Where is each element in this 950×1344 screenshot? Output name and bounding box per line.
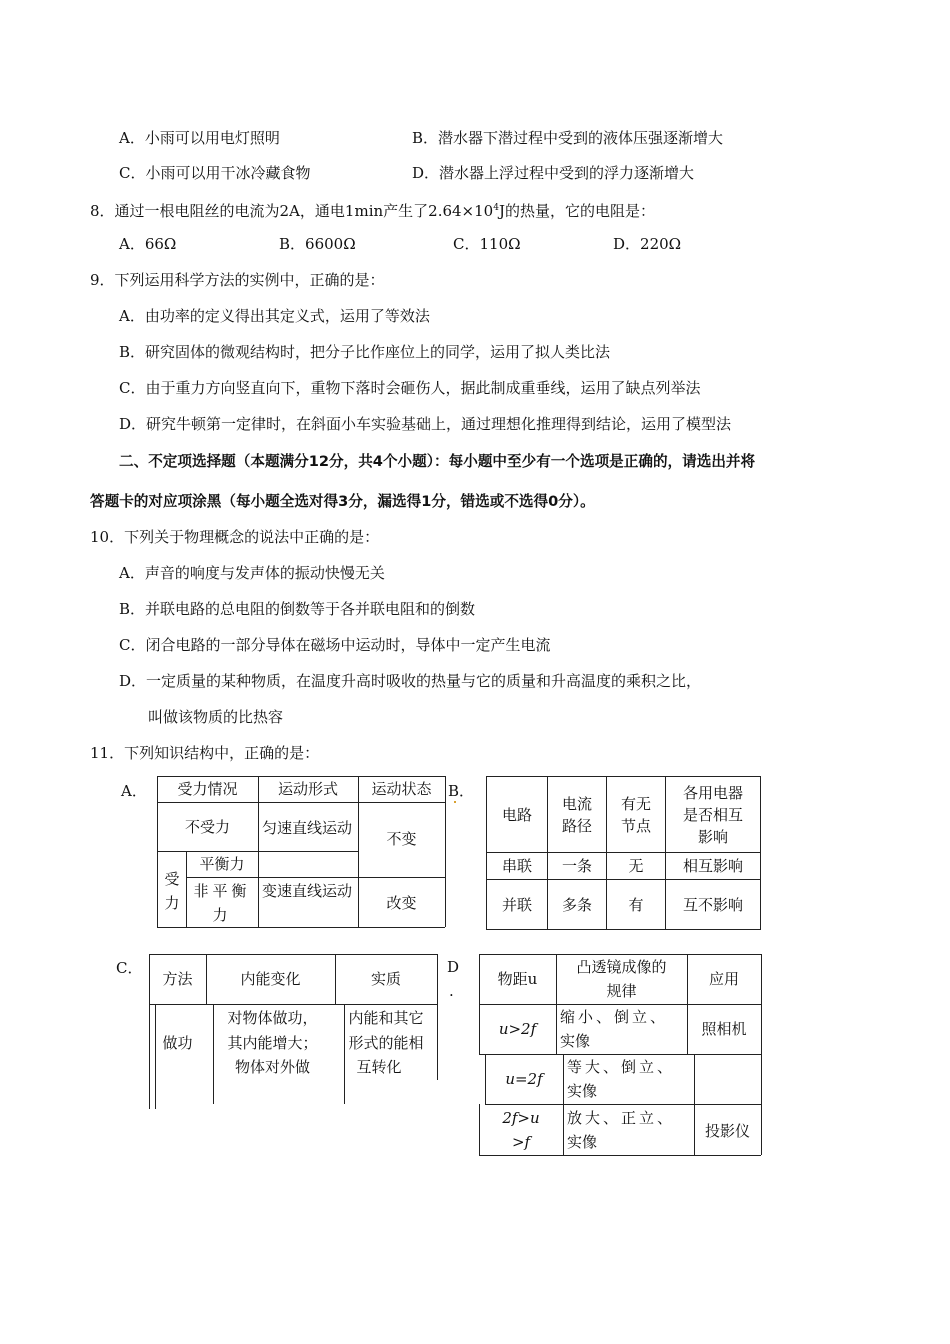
table-c-energy-line2: 其内能增大； — [227, 1034, 318, 1052]
table-a-header-motion-form: 运动形式 — [277, 780, 338, 798]
table-a-header-force: 受力情况 — [177, 780, 238, 798]
table-b-series: 串联 — [487, 853, 548, 880]
table-c-border-right — [437, 954, 438, 1004]
q9-stem: 9．下列运用科学方法的实例中，正确的是： — [90, 271, 385, 289]
table-d-header-rule — [479, 1004, 761, 1005]
q7-option-a: A．小雨可以用电灯照明 — [119, 129, 280, 147]
table-d-col2-lower — [563, 1054, 564, 1155]
table-a-unchanged: 不变 — [386, 830, 417, 848]
table-b-header-current-path — [548, 777, 607, 853]
table-d-r3-distance-line2: >f — [511, 1133, 531, 1151]
table-d-r2-rule-line2: 实像 — [567, 1082, 598, 1100]
table-a-with-force: 受力 — [164, 870, 180, 912]
table-b-header-node-text: 有无节点 — [620, 794, 651, 835]
table-c-essence-line1: 内能和其它 — [348, 1009, 424, 1027]
table-d-header-distance: 物距u — [497, 970, 538, 988]
q11-label-a: A． — [121, 782, 147, 800]
table-b-header-node — [607, 777, 666, 853]
table-b-header-affect — [666, 777, 761, 853]
table-b-parallel: 并联 — [487, 880, 548, 930]
table-a-changed: 改变 — [386, 894, 417, 912]
table-a-no-force: 不受力 — [184, 818, 230, 836]
q7-option-c: C．小雨可以用干冰冷藏食物 — [119, 164, 311, 182]
table-c-essence-line3: 互转化 — [356, 1058, 402, 1076]
q11-stem: 11．下列知识结构中，正确的是： — [90, 744, 320, 762]
table-a-unbalanced-force: 非平衡力 — [193, 882, 251, 924]
q8-option-b: B．6600Ω — [279, 235, 356, 253]
section2-heading-line1: 二、不定项选择题（本题满分12分，共4个小题）：每小题中至少有一个选项是正确的，请选出并将 — [119, 453, 756, 470]
table-d-r1-distance: u>2f — [498, 1020, 537, 1038]
q11-label-c: C． — [116, 959, 143, 977]
q9-option-c: C．由于重力方向竖直向下，重物下落时会砸伤人，据此制成重垂线，运用了缺点列举法 — [119, 379, 701, 397]
table-b-series-affect: 相互影响 — [666, 853, 761, 880]
table-d-row2-rule — [485, 1104, 761, 1105]
table-a-border-bottom — [157, 927, 445, 928]
table-b-header-circuit: 电路 — [487, 777, 548, 853]
table-c-right-lower — [437, 1004, 438, 1080]
table-d-r1-rule-line1: 缩小、倒立、 — [560, 1008, 669, 1026]
table-b-header-current-path-text: 电流路径 — [561, 794, 592, 835]
q10-option-c: C．闭合电路的一部分导体在磁场中运动时，导体中一定产生电流 — [119, 636, 551, 654]
table-a-row2-rule — [186, 877, 445, 878]
table-b-parallel-affect: 互不影响 — [666, 880, 761, 930]
q10-option-a: A．声音的响度与发声体的振动快慢无关 — [119, 564, 385, 582]
table-d-header-application: 应用 — [708, 970, 739, 988]
table-d-r3-distance-line1: 2f>u — [502, 1109, 540, 1127]
table-b-parallel-path: 多条 — [548, 880, 607, 930]
table-a-border-right — [445, 776, 446, 927]
table-d-r2-rule-line1: 等大、倒立、 — [567, 1058, 676, 1076]
table-a-variable-motion: 变速直线运动 — [262, 882, 353, 900]
table-b-header-affect-text: 各用电器是否相互影响 — [682, 783, 743, 846]
table-a-balanced-force: 平衡力 — [199, 855, 245, 873]
table-c-header-rule — [149, 1004, 437, 1005]
q10-option-d-line2: 叫做该物质的比热容 — [148, 708, 284, 726]
table-c-essence-line2: 形式的能相 — [348, 1034, 424, 1052]
q11-label-b: B． — [448, 782, 475, 800]
q8-stem — [90, 198, 655, 221]
table-d-r1-rule-line2: 实像 — [560, 1032, 591, 1050]
table-c-energy-line3: 物体对外做 — [234, 1058, 310, 1076]
stray-mark-dot — [454, 801, 456, 803]
q8-option-c: C．110Ω — [453, 235, 521, 253]
q7-option-d: D．潜水器上浮过程中受到的浮力逐渐增大 — [412, 164, 695, 182]
table-c-header-energy-change: 内能变化 — [240, 970, 301, 988]
table-b-series-path: 一条 — [548, 853, 607, 880]
knowledge-table-b — [486, 776, 761, 930]
table-c-header-method: 方法 — [162, 970, 193, 988]
table-d-header-rule-line2: 规律 — [606, 982, 637, 1000]
table-c-work: 做功 — [162, 1034, 193, 1052]
table-a-header-motion-state: 运动状态 — [371, 780, 432, 798]
q8-stem-main: 8．通过一根电阻丝的电流为2A，通电1min产生了2.64×10 — [90, 202, 494, 220]
table-a-border-top — [157, 776, 445, 777]
q10-option-d-line1: D．一定质量的某种物质，在温度升高时吸收的热量与它的质量和升高温度的乘积之比， — [119, 672, 702, 690]
table-d-header-rule-line1: 凸透镜成像的 — [576, 958, 667, 976]
q9-option-b: B．研究固体的微观结构时，把分子比作座位上的同学，运用了拟人类比法 — [119, 343, 611, 361]
table-b-parallel-node: 有 — [607, 880, 666, 930]
q8-option-d: D．220Ω — [613, 235, 682, 253]
q10-stem: 10．下列关于物理概念的说法中正确的是： — [90, 528, 380, 546]
table-row — [487, 880, 761, 930]
q11-label-d-dot: . — [449, 982, 454, 1000]
table-c-left-inner — [155, 1004, 156, 1109]
q9-option-d: D．研究牛顿第一定律时，在斜面小车实验基础上，通过理想化推理得到结论，运用了模型法 — [119, 415, 732, 433]
table-d-border-top — [479, 954, 761, 955]
table-d-r3-rule-line2: 实像 — [567, 1133, 598, 1151]
q8-stem-exponent: 4 — [493, 203, 499, 213]
table-c-header-essence: 实质 — [370, 970, 401, 988]
table-d-border-right — [761, 954, 762, 1155]
table-a-uniform-motion: 匀速直线运动 — [262, 819, 353, 837]
table-d-r3-application: 投影仪 — [704, 1122, 750, 1140]
q11-label-d: D — [447, 958, 460, 976]
q8-stem-tail: J的热量，它的电阻是： — [498, 202, 655, 220]
table-d-border-bottom — [479, 1155, 761, 1156]
q10-option-b: B．并联电路的总电阻的倒数等于各并联电阻和的倒数 — [119, 600, 476, 618]
table-d-r3-rule-line1: 放大、正立、 — [567, 1109, 676, 1127]
section2-heading-line2: 答题卡的对应项涂黑（每小题全选对得3分，漏选得1分，错选或不选得0分）。 — [90, 493, 595, 510]
q8-option-a: A．66Ω — [119, 235, 177, 253]
table-d-r1-application: 照相机 — [701, 1020, 747, 1038]
table-row — [487, 853, 761, 880]
table-c-energy-line1: 对物体做功， — [227, 1009, 318, 1027]
table-a-header-rule — [157, 802, 445, 803]
table-d-row1-rule — [479, 1054, 761, 1055]
table-c-border-top — [149, 954, 437, 955]
q9-option-a: A．由功率的定义得出其定义式，运用了等效法 — [119, 307, 430, 325]
table-b-series-node: 无 — [607, 853, 666, 880]
q7-option-b: B．潜水器下潜过程中受到的液体压强逐渐增大 — [412, 129, 724, 147]
table-d-r2-distance: u=2f — [505, 1070, 543, 1088]
